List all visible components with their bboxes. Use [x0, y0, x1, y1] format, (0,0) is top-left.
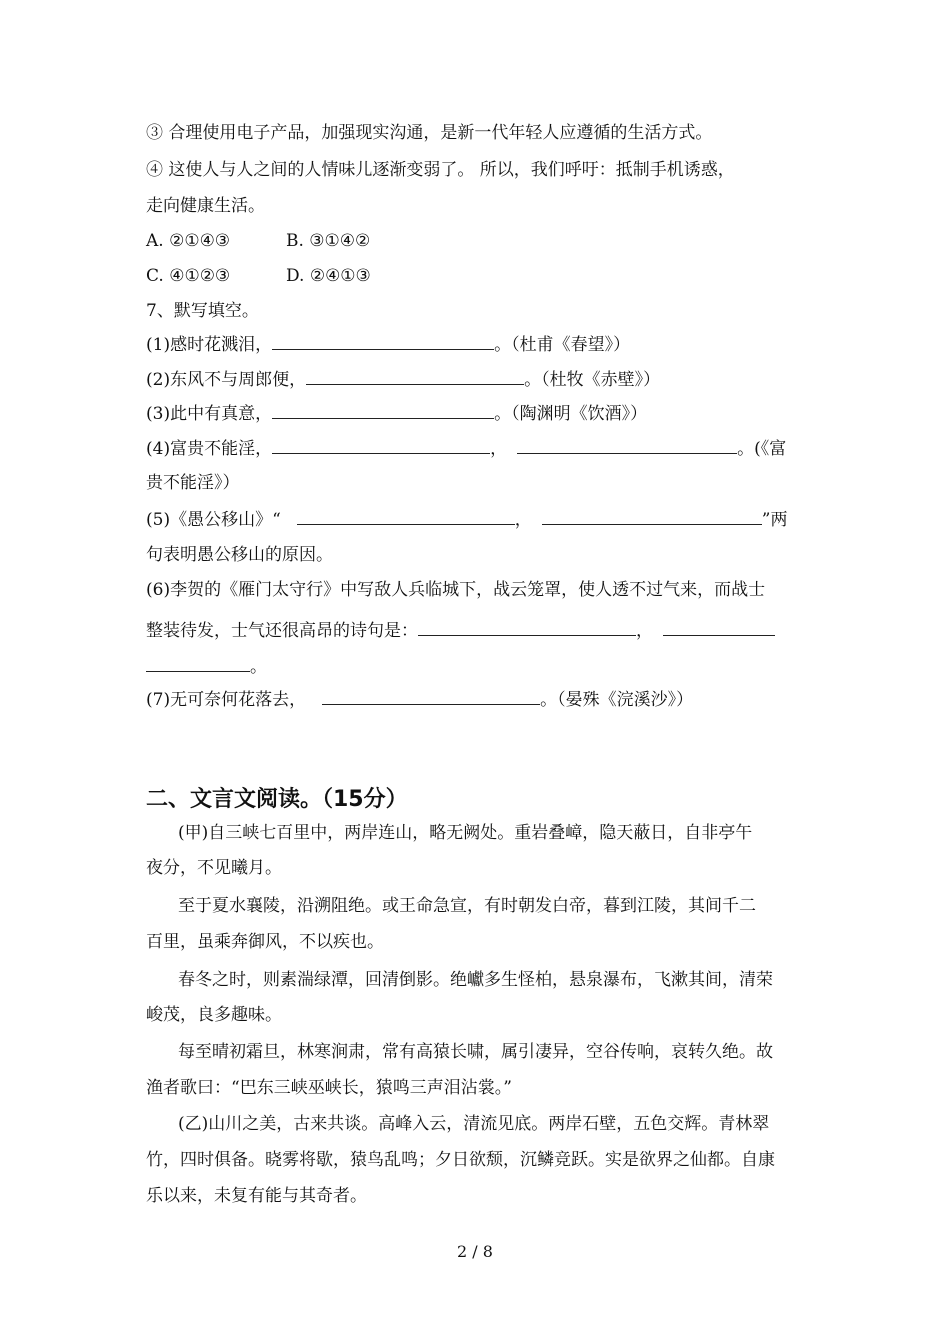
- answer-blank[interactable]: [542, 508, 762, 525]
- question-7-title: 7、默写填空。: [146, 301, 259, 321]
- source-text: 。（杜甫《春望》）: [494, 335, 631, 355]
- fill-blank-7: [146, 688, 693, 712]
- answer-blank[interactable]: [517, 437, 737, 454]
- prompt-text: (7)无可奈何花落去，: [146, 690, 307, 710]
- fill-blank-1: [146, 333, 630, 357]
- prompt-text: (2)东风不与周郎便，: [146, 370, 307, 390]
- passage-paragraph: 春冬之时，则素湍绿潭，回清倒影。绝巘多生怪柏，悬泉瀑布，飞漱其间，清荣: [178, 970, 773, 990]
- answer-blank[interactable]: [272, 333, 494, 350]
- separator: ，: [514, 510, 532, 530]
- suffix-text: ”两: [761, 510, 788, 530]
- passage-paragraph-cont: 乐以来，未复有能与其奇者。: [146, 1186, 367, 1206]
- answer-blank[interactable]: [322, 688, 540, 705]
- fill-blank-6-end: [146, 655, 267, 679]
- prompt-text: (3)此中有真意，: [146, 404, 273, 424]
- answer-choice-b: B. ③①④②: [286, 231, 371, 251]
- passage-paragraph-cont: 夜分，不见曦月。: [146, 858, 282, 878]
- answer-blank[interactable]: [297, 508, 515, 525]
- source-text: 。（陶渊明《饮酒》）: [494, 404, 648, 424]
- section-heading: 二、文言文阅读。（15分）: [146, 787, 408, 812]
- passage-paragraph-cont: 峻茂，良多趣味。: [146, 1005, 282, 1025]
- passage-paragraph-cont: 渔者歌曰：“巴东三峡巫峡长，猿鸣三声泪沾裳。”: [146, 1078, 512, 1098]
- prompt-text: (1)感时花溅泪，: [146, 335, 273, 355]
- answer-blank[interactable]: [306, 368, 524, 385]
- option-item-4: ④ 这使人与人之间的人情味儿逐渐变弱了。 所以，我们呼吁：抵制手机诱惑，: [146, 160, 735, 180]
- source-text: 。（晏殊《浣溪沙》）: [540, 690, 694, 710]
- answer-blank[interactable]: [663, 619, 775, 636]
- answer-blank[interactable]: [272, 402, 494, 419]
- answer-blank[interactable]: [418, 619, 636, 636]
- page-number: 2 / 8: [457, 1242, 493, 1261]
- fill-blank-6-cont: [146, 619, 775, 643]
- answer-choice-a: A. ②①④③: [146, 231, 231, 251]
- prompt-text: (5)《愚公移山》“: [146, 510, 281, 530]
- fill-blank-5: [146, 508, 787, 532]
- fill-blank-4-cont: 贵不能淫》）: [146, 473, 240, 493]
- answer-choice-d: D. ②④①③: [286, 266, 371, 286]
- passage-paragraph: (乙)山川之美，古来共谈。高峰入云，清流见底。两岸石壁，五色交辉。青林翠: [178, 1114, 770, 1134]
- passage-paragraph: 每至晴初霜旦，林寒涧肃，常有高猿长啸，属引凄异，空谷传响，哀转久绝。故: [178, 1042, 773, 1062]
- fill-blank-2: [146, 368, 660, 392]
- passage-paragraph: (甲)自三峡七百里中，两岸连山，略无阙处。重岩叠嶂，隐天蔽日，自非亭午: [178, 823, 753, 843]
- passage-paragraph: 至于夏水襄陵，沿溯阻绝。或王命急宣，有时朝发白帝，暮到江陵，其间千二: [178, 896, 756, 916]
- answer-blank[interactable]: [146, 655, 250, 672]
- passage-paragraph-cont: 百里，虽乘奔御风，不以疾也。: [146, 932, 384, 952]
- answer-choice-c: C. ④①②③: [146, 266, 231, 286]
- fill-blank-6: (6)李贺的《雁门太守行》中写敌人兵临城下，战云笼罩，使人透不过气来，而战士: [146, 580, 766, 600]
- suffix-text: 。: [250, 657, 267, 677]
- option-item-3: ③ 合理使用电子产品，加强现实沟通，是新一代年轻人应遵循的生活方式。: [146, 123, 713, 143]
- fill-blank-5-cont: 句表明愚公移山的原因。: [146, 545, 333, 565]
- fill-blank-3: [146, 402, 647, 426]
- separator: ，: [490, 439, 508, 459]
- source-text: 。(《富: [737, 439, 787, 459]
- answer-blank[interactable]: [272, 437, 490, 454]
- fill-blank-4: [146, 437, 786, 461]
- prompt-text: (4)富贵不能淫，: [146, 439, 273, 459]
- option-item-4-cont: 走向健康生活。: [146, 196, 265, 216]
- separator: ，: [636, 621, 653, 641]
- source-text: 。（杜牧《赤壁》）: [524, 370, 661, 390]
- passage-paragraph-cont: 竹，四时俱备。晓雾将歇，猿鸟乱鸣；夕日欲颓，沉鳞竞跃。实是欲界之仙都。自康: [146, 1150, 775, 1170]
- prompt-text: 整装待发，士气还很高昂的诗句是：: [146, 621, 418, 641]
